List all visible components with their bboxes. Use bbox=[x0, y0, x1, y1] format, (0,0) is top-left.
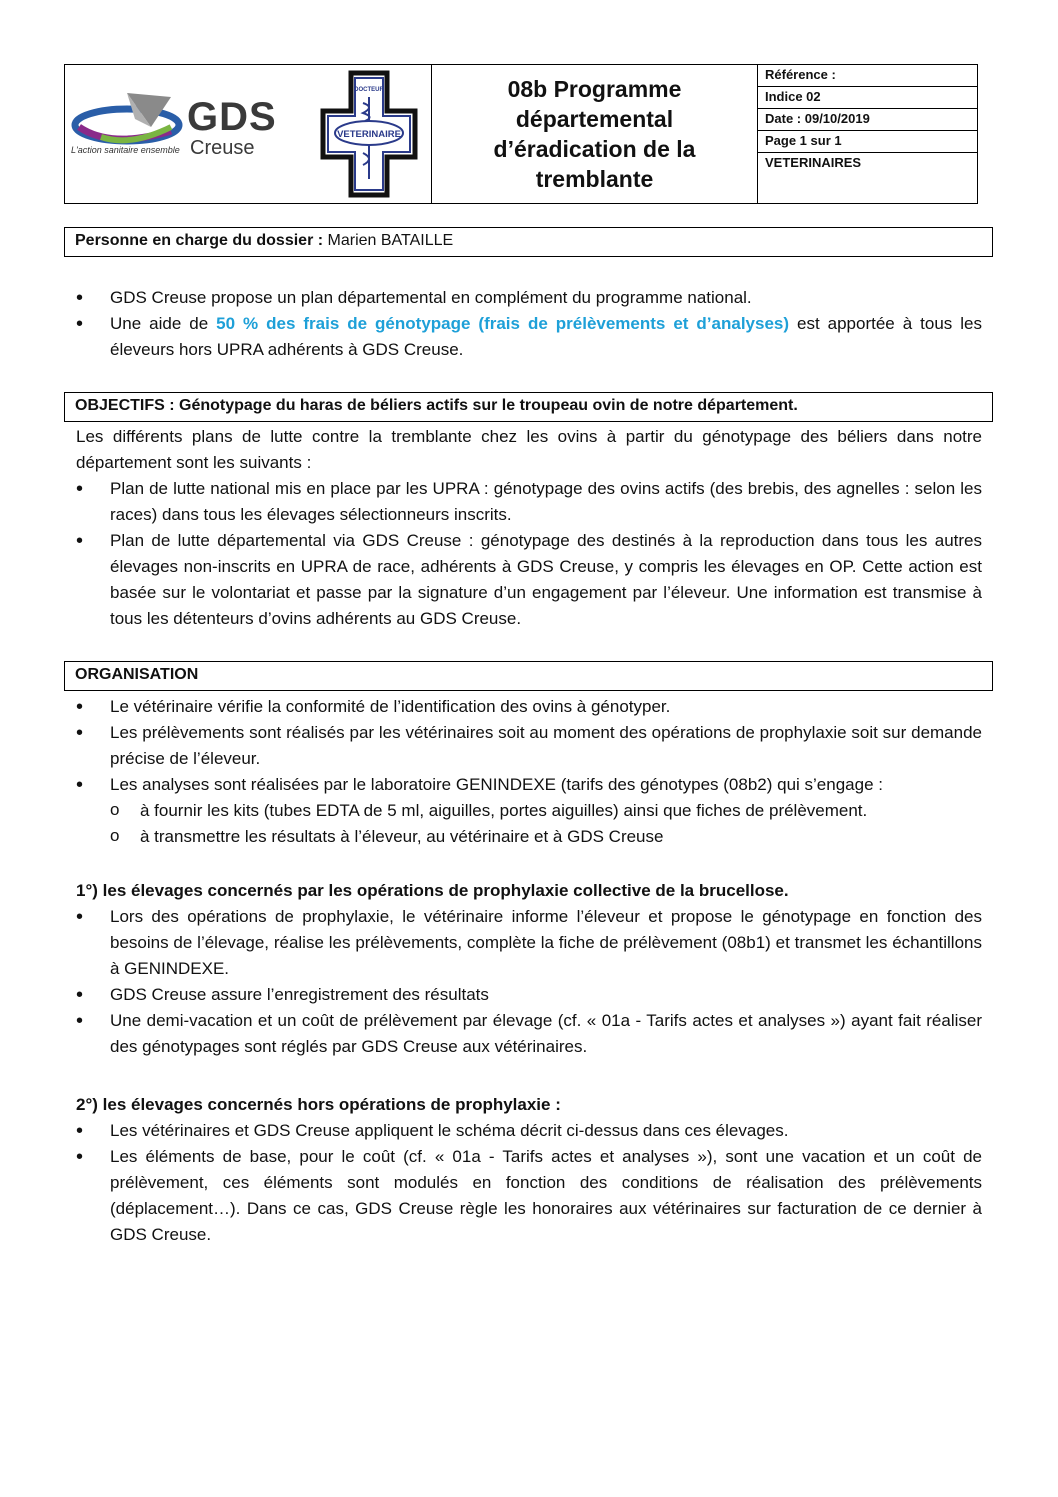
header-table bbox=[64, 64, 978, 204]
intro-highlight: 50 % des frais de génotypage (frais de prélèvements et d’analyses) bbox=[216, 314, 790, 333]
objectifs-heading: OBJECTIFS : Génotypage du haras de béliers actifs sur le troupeau ovin de notre département. bbox=[75, 397, 798, 414]
organisation-box bbox=[64, 661, 993, 691]
section-2-heading: 2°) les élevages concernés hors opérations de prophylaxie : bbox=[76, 1095, 561, 1114]
intro-bullet-1: • GDS Creuse propose un plan départemental en complément du programme national. bbox=[76, 285, 982, 311]
title-line-3: d’éradication de la bbox=[493, 136, 696, 162]
title-line-4: tremblante bbox=[535, 166, 654, 192]
meta-indice: Indice 02 bbox=[758, 87, 977, 109]
responsable-label: Personne en charge du dossier : bbox=[75, 232, 324, 249]
objectifs-paragraph: Les différents plans de lutte contre la tremblante chez les ovins à partir du génotypage des béliers dans notre département sont les suivants : bbox=[76, 427, 982, 472]
section-2-bullet-2: • Les éléments de base, pour le coût (cf. « 01a - Tarifs actes et analyses »), sont une vacation et un coût de prélèvement, ces éléments sont modulés en fonction des conditions de réalisation des prélèvements (déplacement…). Dans ce cas, GDS Creuse règle les honoraires aux vétérinaires sur facturation de ce dernier à GDS Creuse. bbox=[76, 1144, 982, 1248]
organisation-bullet-2: • Les prélèvements sont réalisés par les vétérinaires soit au moment des opérations de prophylaxie soit sur demande précise de l’éleveur. bbox=[76, 720, 982, 772]
section-1-bullet-1: • Lors des opérations de prophylaxie, le vétérinaire informe l’éleveur et propose le génotypage en fonction des besoins de l’élevage, réalise les prélèvements, complète la fiche de prélèvement (08b1) et transmet les échantillons à GENINDEXE. bbox=[76, 904, 982, 982]
meta-page: Page 1 sur 1 bbox=[758, 131, 977, 153]
section-1-bullet-2: • GDS Creuse assure l’enregistrement des résultats bbox=[76, 982, 982, 1008]
organisation-block bbox=[76, 694, 982, 850]
organisation-bullet-1: • Le vétérinaire vérifie la conformité de l’identification des ovins à génotyper. bbox=[76, 694, 982, 720]
section-2-bullet-1: • Les vétérinaires et GDS Creuse appliquent le schéma décrit ci-dessus dans ces élevages. bbox=[76, 1118, 982, 1144]
vet-logo-main-text: VETERINAIRE bbox=[337, 129, 401, 140]
logo-gds-text: GDS bbox=[187, 95, 277, 139]
section-2-block bbox=[76, 1092, 982, 1248]
intro-block bbox=[76, 285, 982, 363]
intro-bullet-2-post: est apportée à tous les éleveurs hors UPRA adhérents à GDS Creuse. bbox=[110, 314, 982, 359]
veterinaire-cross-icon bbox=[319, 69, 419, 199]
logo-creuse-text: Creuse bbox=[190, 137, 255, 159]
responsable-name: Marien BATAILLE bbox=[323, 232, 454, 249]
meta-cells bbox=[758, 65, 977, 203]
vet-logo-top-text: DOCTEUR bbox=[354, 87, 384, 93]
objectifs-box bbox=[64, 392, 993, 422]
responsable-box bbox=[64, 227, 993, 257]
meta-destinataire: VETERINAIRES bbox=[765, 155, 862, 170]
objectifs-bullet-2: • Plan de lutte départemental via GDS Creuse : génotypage des destinés à la reproduction dans tous les autres élevages non-inscrits en UPRA de race, adhérents à GDS Creuse, y compris les élevages en OP. Cette action est basée sur le volontariat et passe par la signature d’un engagement par l’éleveur. Une information est transmise à tous les détenteurs d’ovins adhérents au GDS Creuse. bbox=[76, 528, 982, 632]
section-1-bullet-3: • Une demi-vacation et un coût de prélèvement par élevage (cf. « 01a - Tarifs actes et analyses ») ayant fait réaliser des génotypages sont réglés par GDS Creuse aux vétérinaires. bbox=[76, 1008, 982, 1060]
meta-reference: Référence : bbox=[758, 65, 977, 87]
intro-bullet-2-pre: Une aide de bbox=[110, 314, 217, 333]
organisation-sub-1: o à fournir les kits (tubes EDTA de 5 ml, aiguilles, portes aiguilles) ainsi que fiches de prélèvement. bbox=[104, 798, 982, 824]
section-1-heading: 1°) les élevages concernés par les opérations de prophylaxie collective de la brucellose. bbox=[76, 881, 789, 900]
logo-tagline: L'action sanitaire ensemble bbox=[71, 145, 180, 155]
meta-date: Date : 09/10/2019 bbox=[758, 109, 977, 131]
title-line-2: départemental bbox=[515, 106, 674, 132]
organisation-bullet-3: • Les analyses sont réalisées par le laboratoire GENINDEXE (tarifs des génotypes (08b2) qui s’engage : bbox=[76, 772, 982, 798]
objectifs-bullet-1: • Plan de lutte national mis en place par les UPRA : génotypage des ovins actifs (des brebis, des agnelles : selon les races) dans tous les élevages sélectionneurs inscrits. bbox=[76, 476, 982, 528]
section-1-block bbox=[76, 878, 982, 1060]
objectifs-block bbox=[76, 424, 982, 632]
logo-cell bbox=[65, 65, 432, 203]
title-line-1: 08b Programme bbox=[507, 76, 682, 102]
organisation-heading: ORGANISATION bbox=[75, 666, 199, 683]
document-title bbox=[432, 65, 758, 203]
intro-bullet-2 bbox=[76, 311, 982, 363]
organisation-sub-2: o à transmettre les résultats à l’éleveur, au vétérinaire et à GDS Creuse bbox=[104, 824, 982, 850]
